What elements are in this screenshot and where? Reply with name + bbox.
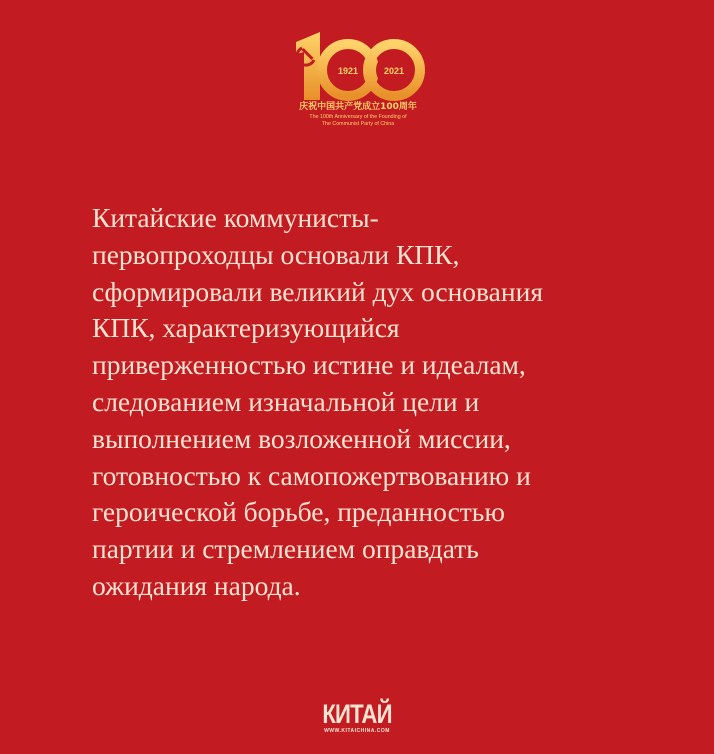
caption-chinese: 庆祝中国共产党成立100周年 xyxy=(299,102,417,112)
anniversary-emblem xyxy=(290,22,426,130)
quote-line: сформировали великий дух основания xyxy=(92,275,543,307)
quote-line: выполнением возложенной миссии, xyxy=(92,422,511,454)
brand-url: WWW.KITAICHINA.COM xyxy=(324,728,390,734)
quote-line: следованием изначальной цели и xyxy=(92,385,480,417)
brand-logo xyxy=(300,700,414,744)
anniversary-100-logo xyxy=(290,22,426,130)
quote-line: партии и стремлением оправдать xyxy=(92,533,479,565)
caption-english-2: The Communist Party of China xyxy=(321,121,395,127)
quote-text xyxy=(92,200,652,605)
brand-name: КИТАЙ xyxy=(322,699,392,729)
quote-line: Китайские коммунисты- xyxy=(92,202,379,233)
quote-line: героической борьбе, преданностью xyxy=(92,496,505,528)
quote-line: ожидания народа. xyxy=(92,569,301,601)
caption-english-1: The 100th Anniversary of the Founding of xyxy=(309,114,407,120)
quote-line: КПК, характеризующийся xyxy=(92,312,400,344)
quote-line: первопроходцы основали КПК, xyxy=(92,238,460,270)
quote-line: приверженностью истине и идеалам, xyxy=(92,349,526,381)
year-end-label: 2021 xyxy=(383,66,405,76)
quote-line: готовностью к самопожертвованию и xyxy=(92,459,531,491)
year-start-label: 1921 xyxy=(337,66,359,76)
